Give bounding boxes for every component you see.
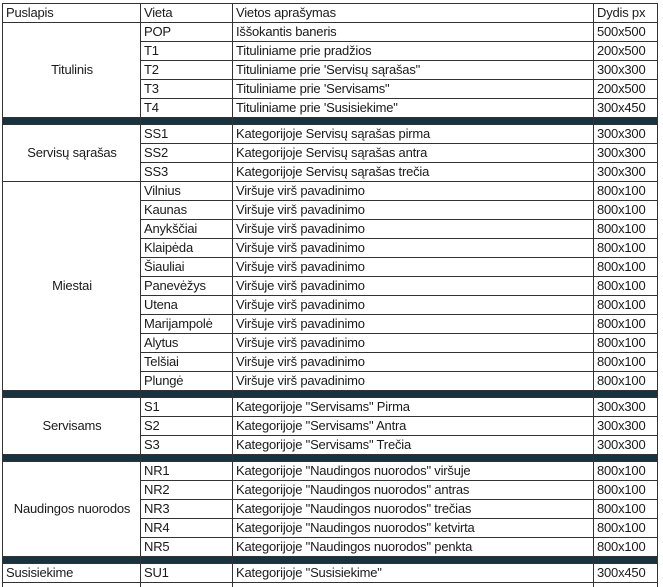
table-row: [3, 23, 658, 42]
separator-cell: [594, 118, 658, 125]
dydis-cell[interactable]: 800x100: [594, 462, 658, 481]
table-row: [3, 564, 658, 583]
vieta-cell[interactable]: Telšiai: [141, 353, 233, 372]
aprasymas-cell[interactable]: Kategorijoje Servisų sąrašas pirma: [233, 125, 594, 144]
vieta-cell[interactable]: Šiauliai: [141, 258, 233, 277]
dydis-cell[interactable]: 800x100: [594, 334, 658, 353]
vieta-cell[interactable]: Plungė: [141, 372, 233, 391]
dydis-cell[interactable]: 800x100: [594, 519, 658, 538]
vieta-cell[interactable]: T4: [141, 99, 233, 118]
section-separator: [3, 557, 658, 564]
dydis-cell[interactable]: 200x500: [594, 80, 658, 99]
aprasymas-cell[interactable]: Kategorijoje Servisų sąrašas trečia: [233, 163, 594, 182]
dydis-cell[interactable]: 300x300: [594, 144, 658, 163]
separator-cell: [233, 118, 594, 125]
dydis-cell[interactable]: 800x100: [594, 277, 658, 296]
section-separator: [3, 118, 658, 125]
vieta-cell[interactable]: NR3: [141, 500, 233, 519]
vieta-cell[interactable]: T2: [141, 61, 233, 80]
aprasymas-cell[interactable]: Kategorijoje "Naudingos nuorodos" viršuje: [233, 462, 594, 481]
aprasymas-cell[interactable]: Kategorijoje "Servisams" Antra: [233, 417, 594, 436]
vieta-cell[interactable]: NR1: [141, 462, 233, 481]
dydis-cell[interactable]: 800x100: [594, 201, 658, 220]
aprasymas-cell[interactable]: Tituliniame prie 'Servisams": [233, 80, 594, 99]
column-header-puslapis[interactable]: Puslapis: [3, 4, 141, 23]
dydis-cell[interactable]: 800x100: [594, 296, 658, 315]
separator-cell: [141, 557, 233, 564]
vieta-cell[interactable]: T1: [141, 42, 233, 61]
vieta-cell[interactable]: SS3: [141, 163, 233, 182]
table-row: [3, 462, 658, 481]
dydis-cell[interactable]: 300x300: [594, 398, 658, 417]
aprasymas-cell[interactable]: Kategorijoje "Servisams" Pirma: [233, 398, 594, 417]
aprasymas-cell[interactable]: Viršuje virš pavadinimo: [233, 239, 594, 258]
vieta-cell[interactable]: Klaipėda: [141, 239, 233, 258]
aprasymas-cell[interactable]: Tituliniame prie 'Susisiekime": [233, 99, 594, 118]
vieta-cell[interactable]: SU1: [141, 564, 233, 583]
section-separator: [3, 455, 658, 462]
aprasymas-cell[interactable]: Iššokantis baneris: [233, 23, 594, 42]
dydis-cell[interactable]: 800x100: [594, 239, 658, 258]
separator-cell: [141, 455, 233, 462]
dydis-cell[interactable]: 800x100: [594, 353, 658, 372]
aprasymas-cell[interactable]: Kategorijoje "Naudingos nuorodos" trečias: [233, 500, 594, 519]
header-row: [3, 4, 658, 23]
group-cell-5[interactable]: Susisiekime: [3, 564, 141, 583]
vieta-cell[interactable]: SS1: [141, 125, 233, 144]
separator-cell: [3, 391, 141, 398]
dydis-cell[interactable]: 800x100: [594, 481, 658, 500]
aprasymas-cell[interactable]: Kategorijoje "Susisiekime": [233, 564, 594, 583]
vieta-cell[interactable]: POP: [141, 23, 233, 42]
column-header-vieta[interactable]: Vieta: [141, 4, 233, 23]
column-header-aprasymas[interactable]: Vietos aprašymas: [233, 4, 594, 23]
dydis-cell[interactable]: 800x100: [594, 500, 658, 519]
group-cell-4[interactable]: Naudingos nuorodos: [3, 462, 141, 557]
column-header-dydis[interactable]: Dydis px: [594, 4, 658, 23]
dydis-cell[interactable]: 300x300: [594, 436, 658, 455]
separator-cell: [3, 557, 141, 564]
section-separator: [3, 391, 658, 398]
aprasymas-cell[interactable]: Tituliniame prie pradžios: [233, 42, 594, 61]
aprasymas-cell[interactable]: Viršuje virš pavadinimo: [233, 258, 594, 277]
aprasymas-cell[interactable]: Kategorijoje "Naudingos nuorodos" penkta: [233, 538, 594, 557]
banner-placements-table: [2, 3, 658, 587]
separator-cell: [3, 118, 141, 125]
table-row: [3, 125, 658, 144]
aprasymas-cell[interactable]: Viršuje virš pavadinimo: [233, 372, 594, 391]
vieta-cell[interactable]: Kaunas: [141, 201, 233, 220]
vieta-cell[interactable]: S3: [141, 436, 233, 455]
dydis-cell[interactable]: 800x100: [594, 258, 658, 277]
dydis-cell[interactable]: 800x100: [594, 538, 658, 557]
separator-cell: [233, 455, 594, 462]
separator-cell: [141, 118, 233, 125]
vieta-cell[interactable]: Anykščiai: [141, 220, 233, 239]
aprasymas-cell[interactable]: Viršuje virš pavadinimo: [233, 353, 594, 372]
vieta-cell[interactable]: Vilnius: [141, 182, 233, 201]
separator-cell: [233, 557, 594, 564]
aprasymas-cell[interactable]: Kategorijoje Servisų sąrašas antra: [233, 144, 594, 163]
vieta-cell[interactable]: T3: [141, 80, 233, 99]
aprasymas-cell[interactable]: Viršuje virš pavadinimo: [233, 334, 594, 353]
dydis-cell[interactable]: 500x500: [594, 23, 658, 42]
vieta-cell[interactable]: SS2: [141, 144, 233, 163]
vieta-cell[interactable]: NR2: [141, 481, 233, 500]
aprasymas-cell[interactable]: Viršuje virš pavadinimo: [233, 277, 594, 296]
table-row: [3, 182, 658, 201]
vieta-cell[interactable]: S1: [141, 398, 233, 417]
group-cell-3[interactable]: Servisams: [3, 398, 141, 455]
vieta-cell[interactable]: Marijampolė: [141, 315, 233, 334]
aprasymas-cell[interactable]: Viršuje virš pavadinimo: [233, 315, 594, 334]
vieta-cell[interactable]: NR4: [141, 519, 233, 538]
separator-cell: [233, 391, 594, 398]
separator-cell: [594, 391, 658, 398]
dydis-cell[interactable]: 800x100: [594, 220, 658, 239]
table-body: [3, 23, 658, 587]
dydis-cell[interactable]: 300x450: [594, 564, 658, 583]
vieta-cell[interactable]: Utena: [141, 296, 233, 315]
aprasymas-cell[interactable]: Viršuje virš pavadinimo: [233, 220, 594, 239]
aprasymas-cell[interactable]: Viršuje virš pavadinimo: [233, 182, 594, 201]
separator-cell: [3, 455, 141, 462]
dydis-cell[interactable]: 300x300: [594, 125, 658, 144]
dydis-cell[interactable]: 800x100: [594, 182, 658, 201]
dydis-cell[interactable]: 300x300: [594, 417, 658, 436]
group-cell-1[interactable]: Servisų sąrašas: [3, 125, 141, 182]
aprasymas-cell[interactable]: Kategorijoje "Naudingos nuorodos" ketvirta: [233, 519, 594, 538]
vieta-cell[interactable]: S2: [141, 417, 233, 436]
aprasymas-cell[interactable]: Tituliniame prie 'Servisų sąrašas": [233, 61, 594, 80]
aprasymas-cell[interactable]: Viršuje virš pavadinimo: [233, 201, 594, 220]
vieta-cell[interactable]: Alytus: [141, 334, 233, 353]
aprasymas-cell[interactable]: Kategorijoje "Servisams" Trečia: [233, 436, 594, 455]
dydis-cell[interactable]: 300x300: [594, 163, 658, 182]
aprasymas-cell[interactable]: Kategorijoje "Naudingos nuorodos" antras: [233, 481, 594, 500]
separator-cell: [594, 455, 658, 462]
dydis-cell[interactable]: 800x100: [594, 372, 658, 391]
dydis-cell[interactable]: 200x500: [594, 42, 658, 61]
separator-cell: [594, 557, 658, 564]
table-row: [3, 398, 658, 417]
vieta-cell[interactable]: Panevėžys: [141, 277, 233, 296]
vieta-cell[interactable]: NR5: [141, 538, 233, 557]
aprasymas-cell[interactable]: Viršuje virš pavadinimo: [233, 296, 594, 315]
group-cell-2[interactable]: Miestai: [3, 182, 141, 391]
dydis-cell[interactable]: 300x450: [594, 99, 658, 118]
separator-cell: [141, 391, 233, 398]
group-cell-0[interactable]: Titulinis: [3, 23, 141, 118]
dydis-cell[interactable]: 800x100: [594, 315, 658, 334]
dydis-cell[interactable]: 300x300: [594, 61, 658, 80]
